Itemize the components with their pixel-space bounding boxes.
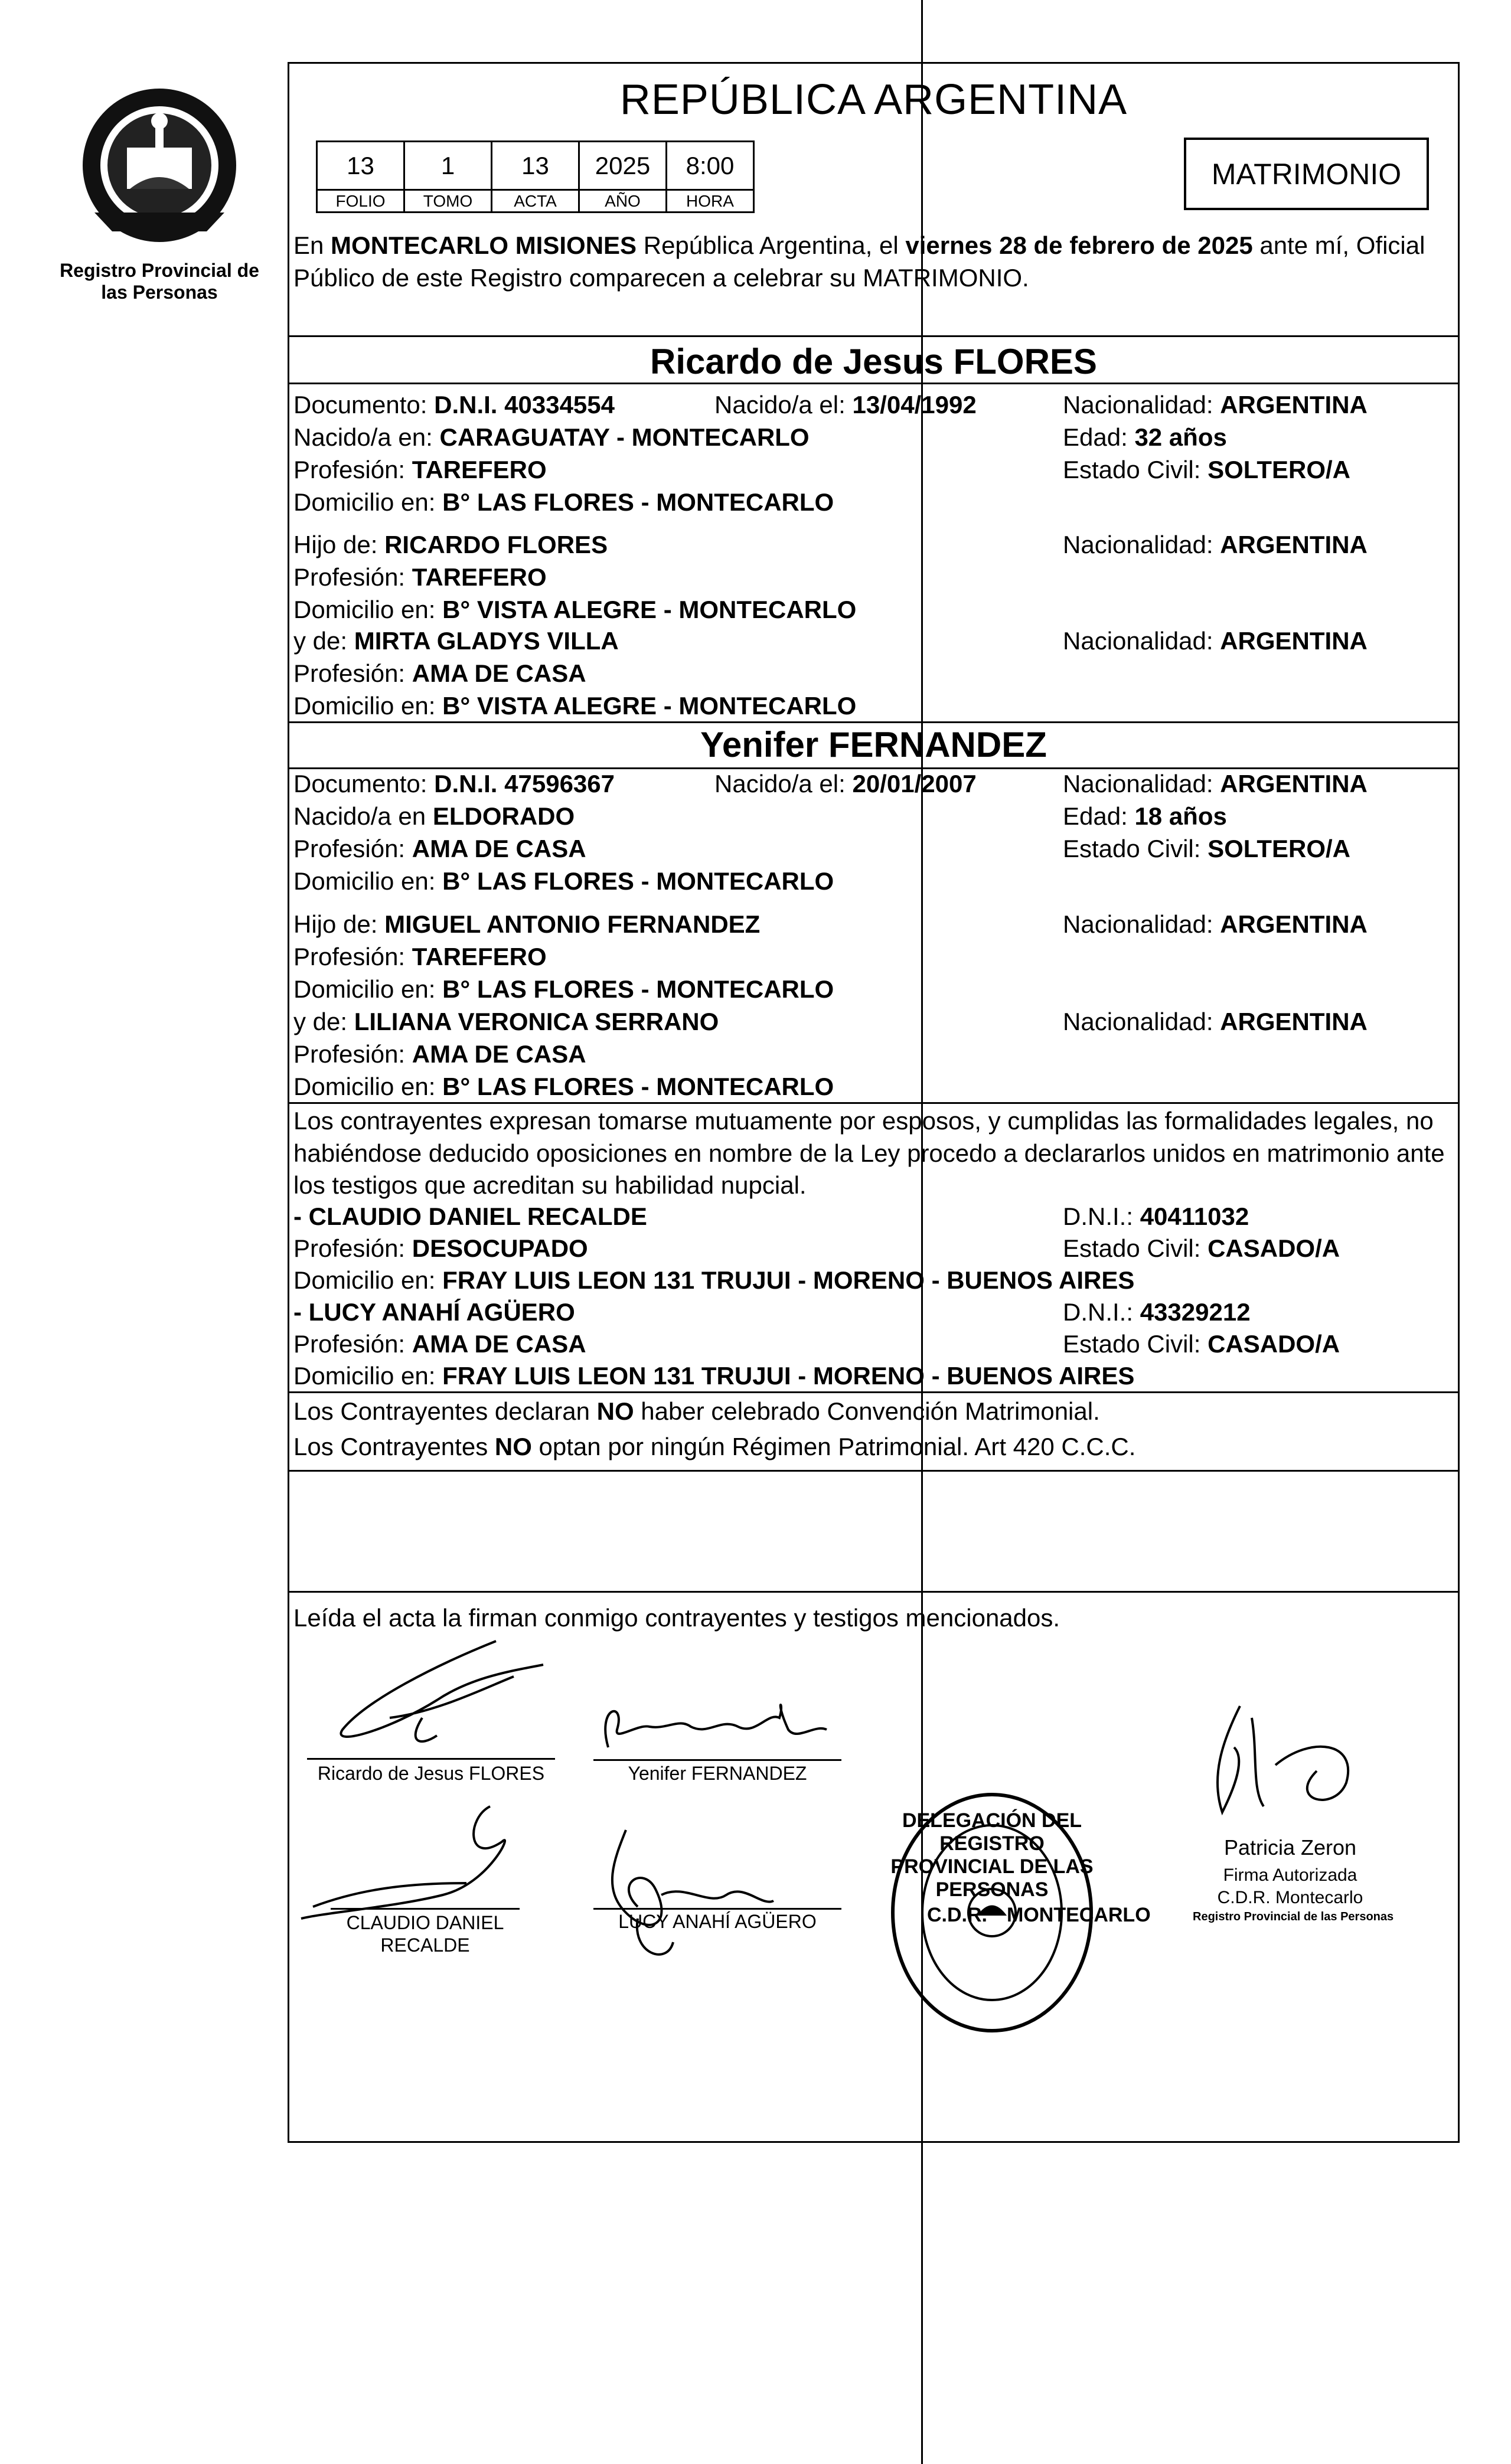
spouse2-birthdate: Nacido/a el: 20/01/2007 (714, 770, 977, 798)
spouse1-birthplace: Nacido/a en: CARAGUATAY - MONTECARLO (293, 423, 810, 451)
signature-line (593, 1908, 841, 1910)
spouse2-father-address: Domicilio en: B° LAS FLORES - MONTECARLO (293, 975, 834, 1003)
signature-label-spouse2: Yenifer FERNANDEZ (628, 1763, 807, 1784)
signature-label-witness2: LUCY ANAHÍ AGÜERO (618, 1911, 817, 1932)
signature-label-witness1: CLAUDIO DANIEL RECALDE (346, 1912, 504, 1956)
spouse2-civil-status: Estado Civil: SOLTERO/A (1063, 835, 1350, 862)
spouse1-father: Hijo de: RICARDO FLORES (293, 531, 608, 558)
folio-value: 13 (317, 142, 404, 190)
witness2-name: - LUCY ANAHÍ AGÜERO (293, 1298, 575, 1326)
anio-label: AÑO (579, 190, 667, 213)
tomo-label: TOMO (404, 190, 492, 213)
spouse1-mother-nationality: Nacionalidad: ARGENTINA (1063, 627, 1368, 655)
act-type-box: MATRIMONIO (1184, 138, 1429, 210)
spouse2-mother-address: Domicilio en: B° LAS FLORES - MONTECARLO (293, 1073, 834, 1100)
anio-value: 2025 (579, 142, 667, 190)
signature-line (331, 1908, 520, 1910)
signature-spouse2 (590, 1694, 844, 1762)
witness1-profession: Profesión: DESOCUPADO (293, 1234, 588, 1262)
spouse1-father-address: Domicilio en: B° VISTA ALEGRE - MONTECARLO (293, 596, 857, 623)
witness1-address: Domicilio en: FRAY LUIS LEON 131 TRUJUI - MORENO - BUENOS AIRES (293, 1266, 1135, 1294)
divider (288, 1591, 1460, 1593)
divider (288, 1470, 1460, 1472)
registry-stamp (886, 1789, 1151, 2037)
spouse2-father: Hijo de: MIGUEL ANTONIO FERNANDEZ (293, 910, 761, 938)
divider (288, 335, 1460, 337)
signature-official (1187, 1694, 1382, 1830)
hora-value: 8:00 (667, 142, 754, 190)
spouse2-mother-profession: Profesión: AMA DE CASA (293, 1040, 586, 1068)
intro-paragraph: En MONTECARLO MISIONES República Argentina, el viernes 28 de febrero de 2025 ante mí, Oficial Público de este Registro comparecen a celebrar su MATRIMONIO. (293, 231, 1425, 292)
hora-label: HORA (667, 190, 754, 213)
witness2-civil-status: Estado Civil: CASADO/A (1063, 1330, 1340, 1358)
spouse2-father-profession: Profesión: TAREFERO (293, 943, 547, 970)
signature-label-spouse1: Ricardo de Jesus FLORES (317, 1763, 545, 1784)
spouse2-address: Domicilio en: B° LAS FLORES - MONTECARLO (293, 867, 834, 895)
witness1-name: - CLAUDIO DANIEL RECALDE (293, 1202, 647, 1230)
province-seal-logo (71, 77, 248, 254)
signature-spouse1 (319, 1629, 602, 1753)
spouse1-name: Ricardo de Jesus FLORES (650, 342, 1097, 381)
spouse1-document: Documento: D.N.I. 40334554 (293, 391, 615, 419)
document-title: REPÚBLICA ARGENTINA (619, 76, 1128, 123)
registry-caption: Registro Provincial de las Personas (60, 260, 259, 303)
stamp-right-text: MONTECARLO (1007, 1904, 1151, 1926)
spouse1-mother-address: Domicilio en: B° VISTA ALEGRE - MONTECARLO (293, 692, 857, 720)
stamp-left-text: C.D.R. (927, 1904, 987, 1926)
convention-line: Los Contrayentes declaran NO haber celebrado Convención Matrimonial. (293, 1397, 1100, 1425)
signature-witness2 (579, 1824, 827, 1966)
signature-witness1 (289, 1795, 537, 1930)
signature-line (307, 1758, 555, 1760)
spouse2-name: Yenifer FERNANDEZ (700, 725, 1047, 764)
stamp-outer-text: DELEGACIÓN DEL REGISTRO PROVINCIAL DE LAS PERSONAS (890, 1809, 1094, 1901)
witness2-profession: Profesión: AMA DE CASA (293, 1330, 586, 1358)
spouse1-address: Domicilio en: B° LAS FLORES - MONTECARLO (293, 488, 834, 516)
record-table (316, 140, 755, 213)
official-name: Patricia Zeron (1223, 1835, 1357, 1860)
spouse2-profession: Profesión: AMA DE CASA (293, 835, 586, 862)
official-office: C.D.R. Montecarlo (1217, 1888, 1363, 1907)
spouse1-father-nationality: Nacionalidad: ARGENTINA (1063, 531, 1368, 558)
spouse2-mother: y de: LILIANA VERONICA SERRANO (293, 1008, 719, 1035)
spouse1-mother-profession: Profesión: AMA DE CASA (293, 659, 586, 687)
spouse1-mother: y de: MIRTA GLADYS VILLA (293, 627, 619, 655)
spouse1-birthdate: Nacido/a el: 13/04/1992 (714, 391, 977, 419)
divider (288, 1102, 1460, 1104)
witness1-civil-status: Estado Civil: CASADO/A (1063, 1234, 1340, 1262)
spouse2-document: Documento: D.N.I. 47596367 (293, 770, 615, 798)
divider (288, 383, 1460, 384)
spouse1-civil-status: Estado Civil: SOLTERO/A (1063, 456, 1350, 483)
spouse1-age: Edad: 32 años (1063, 423, 1227, 451)
spouse2-mother-nationality: Nacionalidad: ARGENTINA (1063, 1008, 1368, 1035)
divider (288, 721, 1460, 723)
spouse1-profession: Profesión: TAREFERO (293, 456, 547, 483)
declaration-text: Los contrayentes expresan tomarse mutuamente por esposos, y cumplidas las formalidades legales, no habiéndose deducido oposiciones en nombre de la Ley procedo a declararlos unidos en matrimonio ante los testigos que acreditan su habilidad nupcial. (293, 1107, 1445, 1200)
spouse1-nationality: Nacionalidad: ARGENTINA (1063, 391, 1368, 419)
folio-label: FOLIO (317, 190, 404, 213)
regime-line: Los Contrayentes NO optan por ningún Régimen Patrimonial. Art 420 C.C.C. (293, 1433, 1136, 1460)
acta-label: ACTA (492, 190, 579, 213)
tomo-value: 1 (404, 142, 492, 190)
witness1-dni: D.N.I.: 40411032 (1063, 1202, 1249, 1230)
witness2-dni: D.N.I.: 43329212 (1063, 1298, 1251, 1326)
divider (288, 1391, 1460, 1393)
spouse2-birthplace: Nacido/a en ELDORADO (293, 802, 575, 830)
spouse2-nationality: Nacionalidad: ARGENTINA (1063, 770, 1368, 798)
spouse2-age: Edad: 18 años (1063, 802, 1227, 830)
acta-value: 13 (492, 142, 579, 190)
closing-text: Leída el acta la firman conmigo contrayentes y testigos mencionados. (293, 1604, 1060, 1632)
signature-line (593, 1759, 841, 1761)
spouse2-father-nationality: Nacionalidad: ARGENTINA (1063, 910, 1368, 938)
divider (288, 767, 1460, 769)
spouse1-father-profession: Profesión: TAREFERO (293, 563, 547, 591)
official-role: Firma Autorizada (1223, 1865, 1357, 1885)
official-registry: Registro Provincial de las Personas (1193, 1910, 1394, 1923)
witness2-address: Domicilio en: FRAY LUIS LEON 131 TRUJUI - MORENO - BUENOS AIRES (293, 1362, 1135, 1390)
